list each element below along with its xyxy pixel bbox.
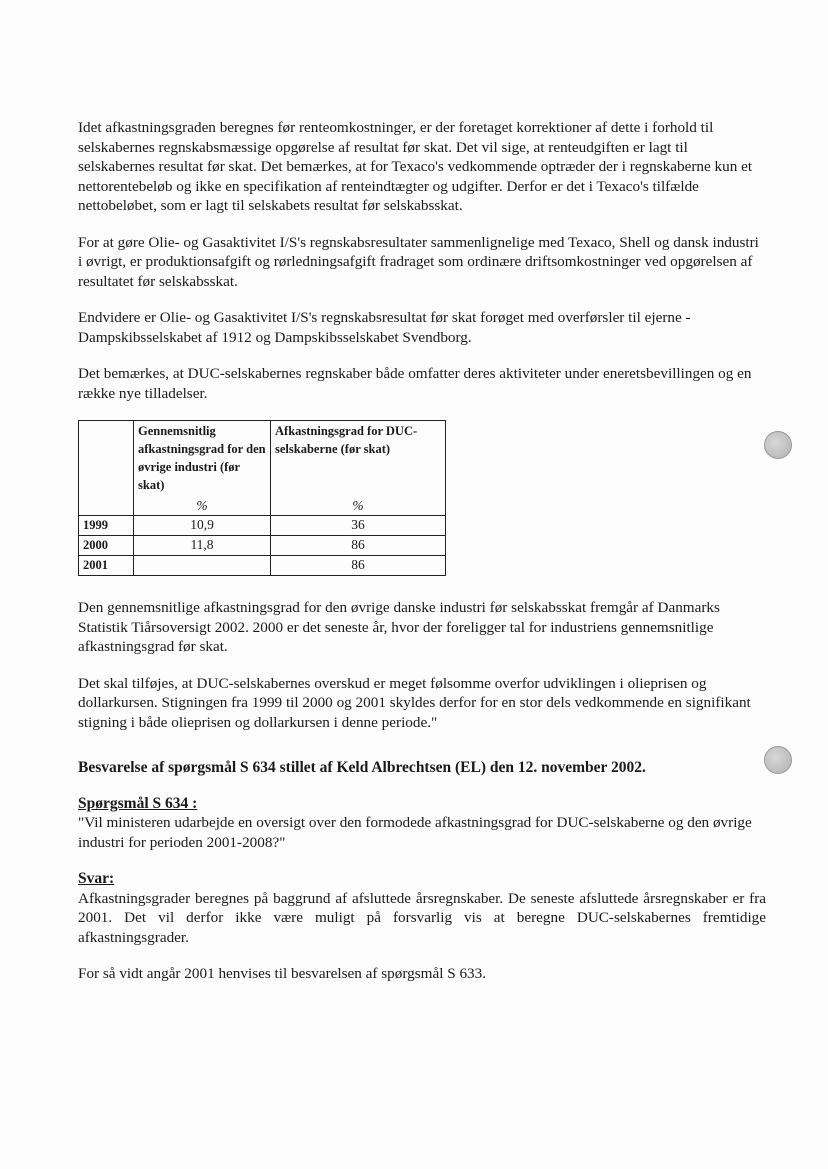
question-text: "Vil ministeren udarbejde en oversigt over den formodede afkastningsgrad for DUC-selskaberne og den øvrige industri for perioden 2001-2008?" [78,814,752,851]
table-header-industri [134,421,271,516]
punch-hole-mark [764,746,792,774]
paragraph-1: Idet afkastningsgraden beregnes før renteomkostninger, er der foretaget korrektioner af dette i forhold til selskabernes regnskabsmæssige opgørelse af resultat før skat. Det vil sige, at renteudgiften er lagt til selskabernes resultat før skat. Det bemærkes, at for Texaco's vedkommende optræder der i regnskaberne kun et nettorentebeløb og ikke en specifikation af renteindtægter og udgifter. Derfor er det i Texaco's tilfælde nettobeløbet, som er lagt til selskabets resultat før selskabsskat. [78,119,753,214]
header-duc-label: Afkastningsgrad for DUC-selskaberne (før skat) [275,424,418,456]
table-header-duc [271,421,446,516]
row-duc-value: 86 [271,556,446,576]
punch-hole-mark [764,431,792,459]
document-page [78,118,766,1001]
row-duc-value: 36 [271,516,446,536]
closing-text: For så vidt angår 2001 henvises til besvarelsen af spørgsmål S 633. [78,965,487,982]
row-industri-value [134,556,271,576]
unit-duc: % [352,498,364,513]
paragraph-2: For at gøre Olie- og Gasaktivitet I/S's regnskabsresultater sammenlignelige med Texaco, Shell og dansk industri i øvrigt, er produktionsafgift og rørledningsafgift fradraget som ordinære driftsomkostninger ved opgørelsen af resultatet før selskabsskat. [78,233,759,290]
question-label: Spørgsmål S 634 : [78,794,198,812]
row-year: 2001 [79,556,134,576]
table-row [79,536,446,556]
row-industri-value: 10,9 [134,516,271,536]
table-header-year [79,421,134,516]
paragraph-4: Det bemærkes, at DUC-selskabernes regnskaber både omfatter deres aktiviteter under eneretsbevillingen og en række nye tilladelser. [78,365,752,402]
row-year: 1999 [79,516,134,536]
row-industri-value: 11,8 [134,536,271,556]
unit-industri: % [196,498,208,513]
row-duc-value: 86 [271,536,446,556]
section-heading: Besvarelse af spørgsmål S 634 stillet af Keld Albrechtsen (EL) den 12. november 2002. [78,759,646,776]
table-row [79,556,446,576]
paragraph-5: Den gennemsnitlige afkastningsgrad for den øvrige danske industri før selskabsskat fremgår af Danmarks Statistik Tiårsoversigt 2002. 2000 er det seneste år, hvor der foreligger tal for industriens gennemsnitlige afkastningsgrad før skat. [78,599,720,655]
table-header-row [79,421,446,516]
afkastningsgrad-table [78,420,446,576]
paragraph-6: Det skal tilføjes, at DUC-selskabernes overskud er meget følsomme overfor udviklingen i olieprisen og dollarkursen. Stigningen fra 1999 til 2000 og 2001 skyldes derfor for en stor dels vedkommende en signifikant stigning i både olieprisen og dollarkursen i denne periode." [78,674,751,731]
paragraph-3: Endvidere er Olie- og Gasaktivitet I/S's regnskabsresultat før skat forøget med overførsler til ejerne - Dampskibsselskabet af 1912 og Dampskibsselskabet Svendborg. [78,309,691,346]
table-row [79,516,446,536]
answer-label: Svar: [78,870,115,887]
header-industri-label: Gennemsnitlig afkastningsgrad for den øvrige industri (før skat) [138,424,266,492]
row-year: 2000 [79,536,134,556]
answer-text: Afkastningsgrader beregnes på baggrund af afsluttede årsregnskaber. De seneste afsluttede årsregnskaber er fra 2001. Det vil derfor ikke være muligt på forsvarlig vis at beregne DUC-selskabernes fremtidige afkastningsgrader. [78,889,766,946]
